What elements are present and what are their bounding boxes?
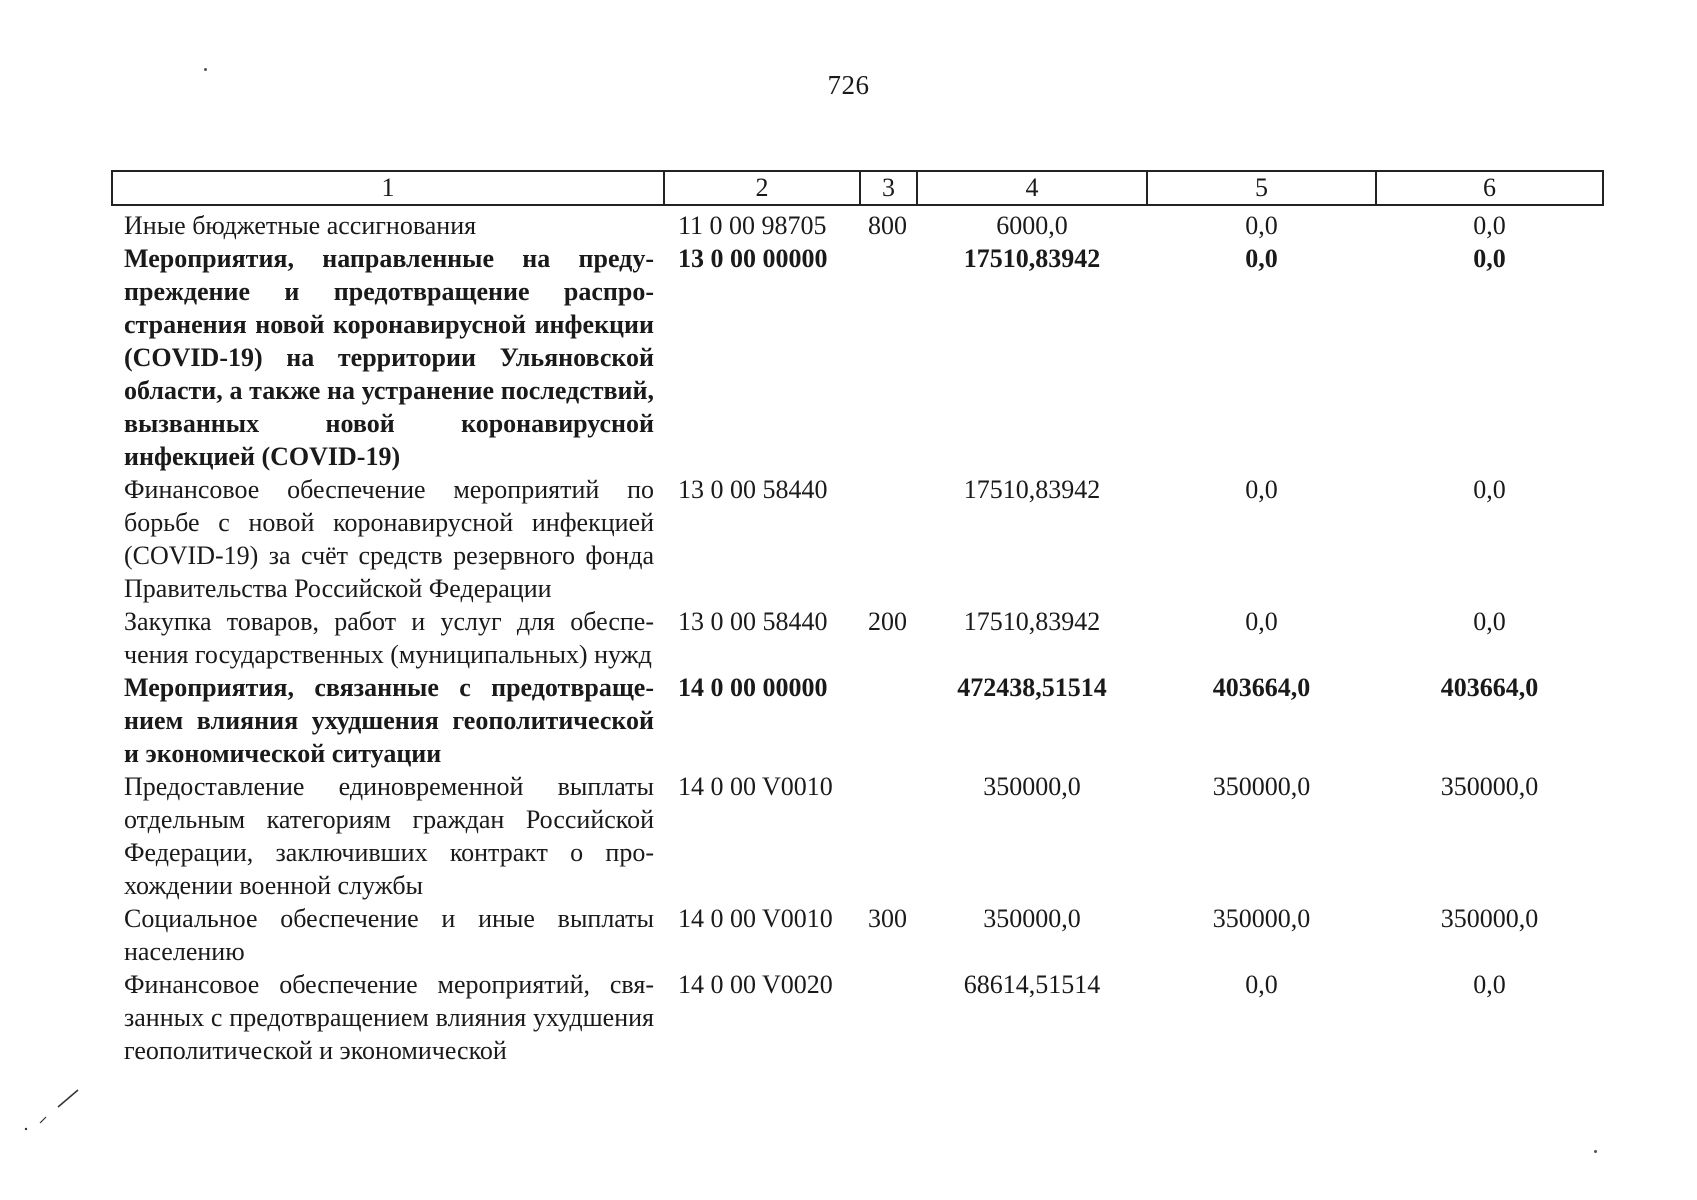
row-expense-type: 800 [868, 211, 907, 240]
row-name: Финансовое обеспечение мероприятий, связанных с предотвращением влияния ухудшения геополитической и экономической [124, 970, 654, 1065]
budget-table [111, 170, 1604, 1067]
table-header-row [112, 171, 1603, 205]
table-row [112, 205, 1603, 242]
row-name: Предоставление единовременной выплаты отдельным категориям граждан Российской Федерации, заключивших контракт о прохождении военной службы [124, 772, 654, 900]
row-value-col6: 350000,0 [1440, 904, 1539, 933]
row-value-col5: 0,0 [1245, 211, 1278, 240]
row-value-col6: 403664,0 [1440, 673, 1539, 702]
row-value-col4: 17510,83942 [963, 244, 1101, 273]
row-value-col4: 350000,0 [983, 904, 1081, 933]
row-name: Иные бюджетные ассигнования [124, 211, 477, 240]
scan-dot [204, 68, 207, 71]
row-code: 14 0 00 V0010 [678, 904, 833, 933]
row-name: Мероприятия, направленные на предупреждение и предотвращение распространения новой коронавирусной инфекции (COVID-19) на территории Ульяновской области, а также на устранение последствий, вызванных новой коронавирусной инфекцией (COVID-19) [124, 244, 654, 471]
row-code: 13 0 00 00000 [678, 244, 828, 273]
table-row [112, 473, 1603, 605]
table-row [112, 242, 1603, 473]
header-col-5: 5 [1147, 171, 1376, 205]
row-expense-type: 300 [868, 904, 907, 933]
row-expense-type: 200 [868, 607, 907, 636]
row-value-col6: 0,0 [1473, 211, 1506, 240]
row-code: 11 0 00 98705 [678, 211, 827, 240]
table-row [112, 671, 1603, 770]
table-row [112, 605, 1603, 671]
row-value-col6: 0,0 [1473, 244, 1506, 273]
row-value-col4: 68614,51514 [963, 970, 1101, 999]
row-expense-type [860, 473, 917, 605]
header-col-6: 6 [1376, 171, 1603, 205]
row-expense-type [860, 968, 917, 1067]
table-row [112, 902, 1603, 968]
row-value-col5: 0,0 [1245, 607, 1278, 636]
row-code: 13 0 00 58440 [678, 475, 828, 504]
row-code: 14 0 00 V0010 [678, 772, 833, 801]
row-name: Социальное обеспечение и иные выплаты населению [124, 904, 654, 966]
header-col-1: 1 [112, 171, 664, 205]
scan-mark [18, 1085, 88, 1135]
row-value-col5: 350000,0 [1212, 904, 1311, 933]
row-name: Закупка товаров, работ и услуг для обеспечения государственных (муниципальных) нужд [124, 607, 654, 669]
row-value-col5: 0,0 [1245, 244, 1278, 273]
row-value-col5: 0,0 [1245, 970, 1278, 999]
row-code: 14 0 00 00000 [678, 673, 828, 702]
row-expense-type [860, 671, 917, 770]
page-number: 726 [827, 70, 870, 100]
header-col-2: 2 [664, 171, 860, 205]
row-value-col6: 350000,0 [1440, 772, 1539, 801]
header-col-4: 4 [917, 171, 1147, 205]
scan-dot [1594, 1150, 1597, 1153]
row-name: Мероприятия, связанные с предотвращением влияния ухудшения геополитической и экономической ситуации [124, 673, 654, 768]
table-row [112, 968, 1603, 1067]
row-value-col5: 350000,0 [1212, 772, 1311, 801]
header-col-3: 3 [860, 171, 917, 205]
row-expense-type [860, 242, 917, 473]
row-value-col5: 0,0 [1245, 475, 1278, 504]
row-expense-type [860, 770, 917, 902]
row-value-col5: 403664,0 [1212, 673, 1311, 702]
row-code: 13 0 00 58440 [678, 607, 828, 636]
row-value-col4: 6000,0 [996, 211, 1068, 240]
row-value-col4: 350000,0 [983, 772, 1081, 801]
row-value-col4: 17510,83942 [963, 475, 1101, 504]
row-value-col4: 472438,51514 [957, 673, 1107, 702]
row-code: 14 0 00 V0020 [678, 970, 833, 999]
row-value-col4: 17510,83942 [963, 607, 1101, 636]
table-row [112, 770, 1603, 902]
row-value-col6: 0,0 [1473, 607, 1506, 636]
row-name: Финансовое обеспечение мероприятий по борьбе с новой коронавирусной инфекцией (COVID-19) за счёт средств резервного фонда Правительства Российской Федерации [124, 475, 654, 603]
row-value-col6: 0,0 [1473, 475, 1506, 504]
row-value-col6: 0,0 [1473, 970, 1506, 999]
